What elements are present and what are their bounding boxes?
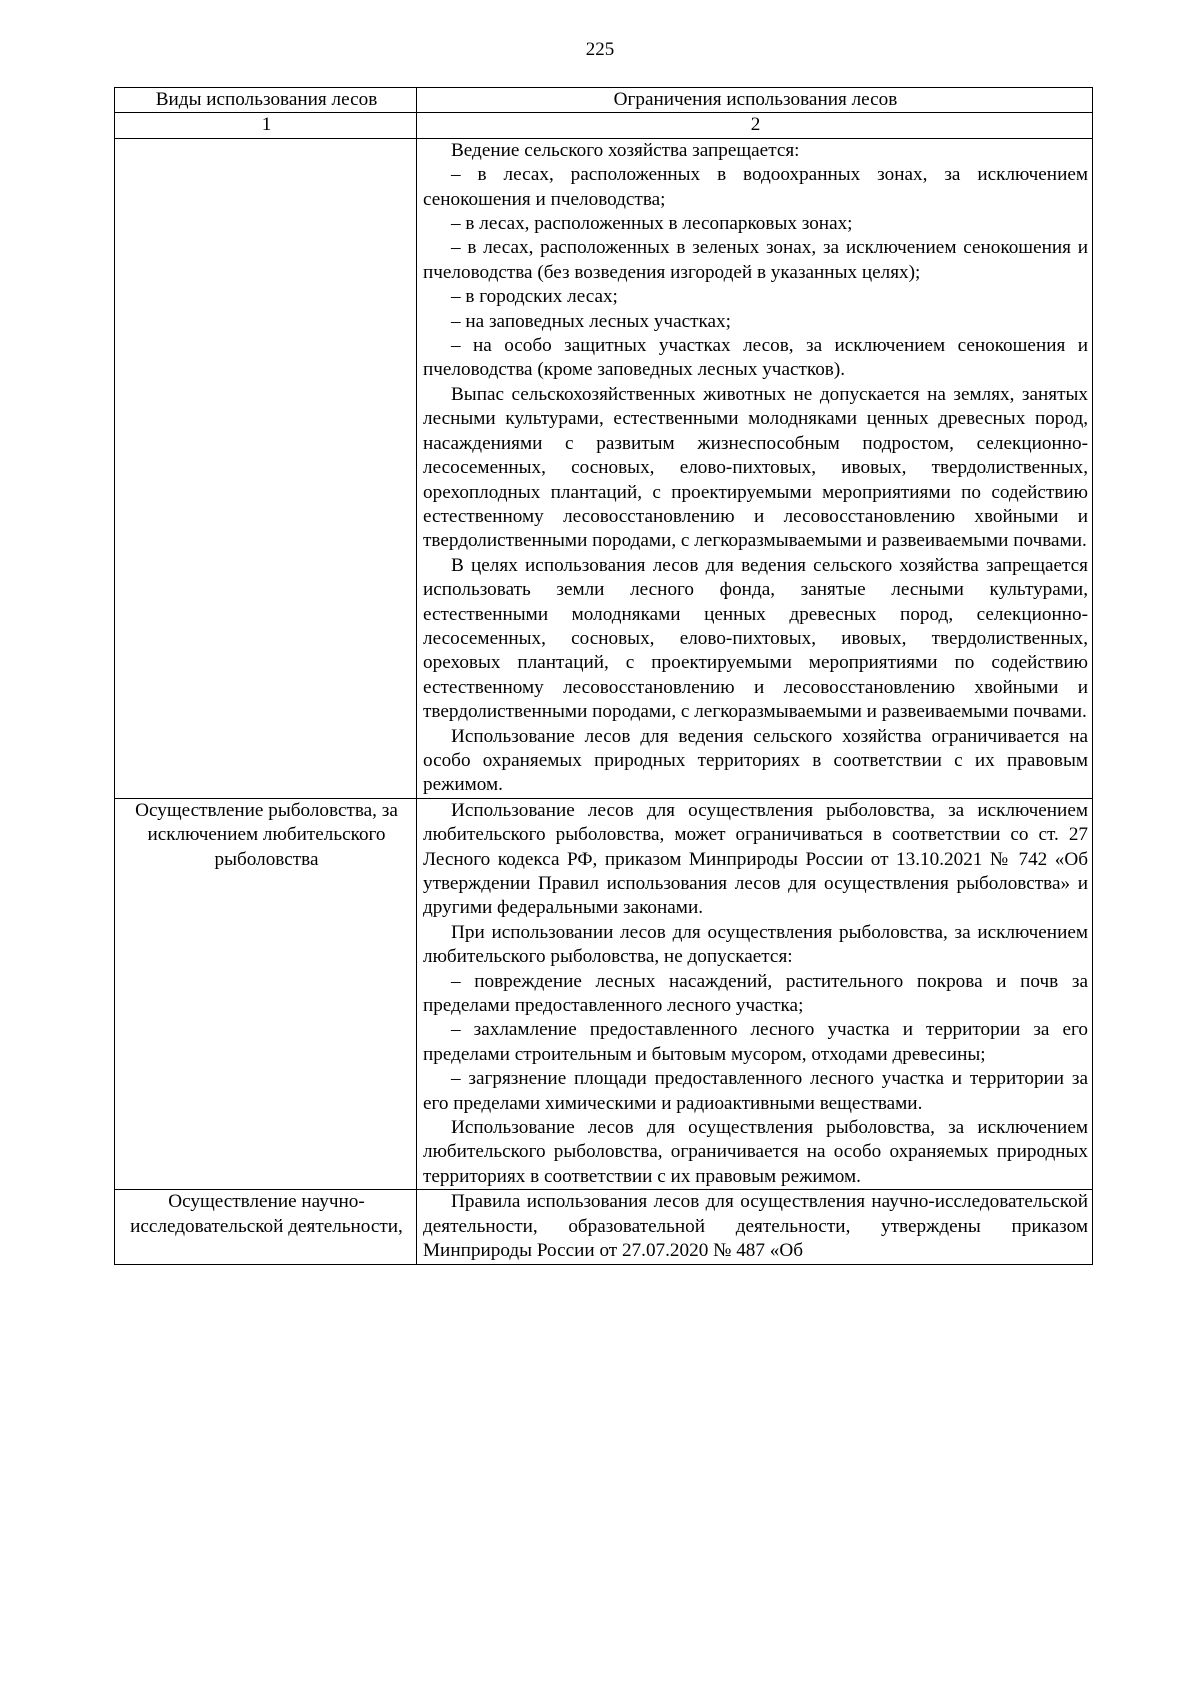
list-item: – в лесах, расположенных в лесопарковых зонах; [451,213,853,235]
list-item: – в лесах, расположенных в зеленых зонах, за исключением сенокошения и пчеловодства (без возведения изгородей в указанных целях); [423,237,1088,283]
paragraph: Использование лесов для осуществления рыболовства, за исключением любительского рыболовства, может ограничиваться в соответствии со ст. 27 Лесного кодекса РФ, приказом Минприроды России от 13.10.2021 № 742 «Об утверждении Правил использования лесов для осуществления рыболовства» и другими федеральными законами. [423,799,1088,919]
list-item: – захламление предоставленного лесного участка и территории за его пределами строительным и бытовым мусором, отходами древесины; [423,1019,1088,1065]
list-item: – загрязнение площади предоставленного лесного участка и территории за его пределами химическими и радиоактивными веществами. [423,1068,1088,1114]
row-kind-cell: Осуществление научно-исследовательской деятельности, [115,1190,417,1264]
paragraph: Ведение сельского хозяйства запрещается: [451,139,800,161]
page-number: 225 [585,39,615,60]
column-number-2: 2 [417,113,1093,138]
table-header-row [115,88,1093,113]
row-restrictions-cell [417,1190,1093,1264]
table-row [115,138,1093,798]
row-kind-cell: Осуществление рыболовства, за исключением любительского рыболовства [115,798,417,1190]
row-restrictions-cell [417,138,1093,798]
row-kind-cell [115,138,417,798]
list-item: – в лесах, расположенных в водоохранных зонах, за исключением сенокошения и пчеловодства; [423,164,1088,210]
list-item: – повреждение лесных насаждений, растительного покрова и почв за пределами предоставленного лесного участка; [423,970,1088,1017]
list-item: – на заповедных лесных участках; [451,310,731,332]
row-restrictions-cell [417,798,1093,1190]
forest-use-restrictions-table [114,87,1093,1265]
list-item: – на особо защитных участках лесов, за исключением сенокошения и пчеловодства (кроме заповедных лесных участков). [423,335,1088,381]
header-cell-restrictions: Ограничения использования лесов [417,88,1093,113]
column-number-1: 1 [115,113,417,138]
paragraph: При использовании лесов для осуществления рыболовства, за исключением любительского рыболовства, не допускается: [423,921,1088,968]
table-row [115,798,1093,1190]
paragraph: Использование лесов для осуществления рыболовства, за исключением любительского рыболовства, ограничивается на особо охраняемых природных территориях в соответствии с их правовым режимом. [423,1117,1088,1187]
paragraph: Правила использования лесов для осуществления научно-исследовательской деятельности, образовательной деятельности, утверждены приказом Минприроды России от 27.07.2020 № 487 «Об [423,1191,1088,1262]
list-item: – в городских лесах; [451,286,618,308]
table-row [115,1190,1093,1264]
header-cell-kinds: Виды использования лесов [115,88,417,113]
paragraph: Использование лесов для ведения сельского хозяйства ограничивается на особо охраняемых природных территориях в соответствии с их правовым режимом. [423,725,1088,796]
column-number-row [115,113,1093,138]
paragraph: В целях использования лесов для ведения сельского хозяйства запрещается использовать земли лесного фонда, занятые лесными культурами, естественными молодняками ценных древесных пород, селекционно-лесосеменных, сосновых, елово-пихтовых, ивовых, твердолиственных, ореховых плантаций, с проектируемыми мероприятиями по содействию естественному лесовосстановлению и лесовосстановлению хвойными и твердолиственными породами, с легкоразмываемыми и развеиваемыми почвами. [423,554,1088,723]
paragraph: Выпас сельскохозяйственных животных не допускается на землях, занятых лесными культурами, естественными молодняками ценных древесных пород, насаждениями с развитым жизнеспособным подростом, селекционно-лесосеменных, сосновых, елово-пихтовых, ивовых, твердолиственных, орехоплодных плантаций, с проектируемыми мероприятиями по содействию естественному лесовосстановлению и лесовосстановлению хвойными и твердолиственными породами, с легкоразмываемыми и развеиваемыми почвами. [423,383,1088,552]
